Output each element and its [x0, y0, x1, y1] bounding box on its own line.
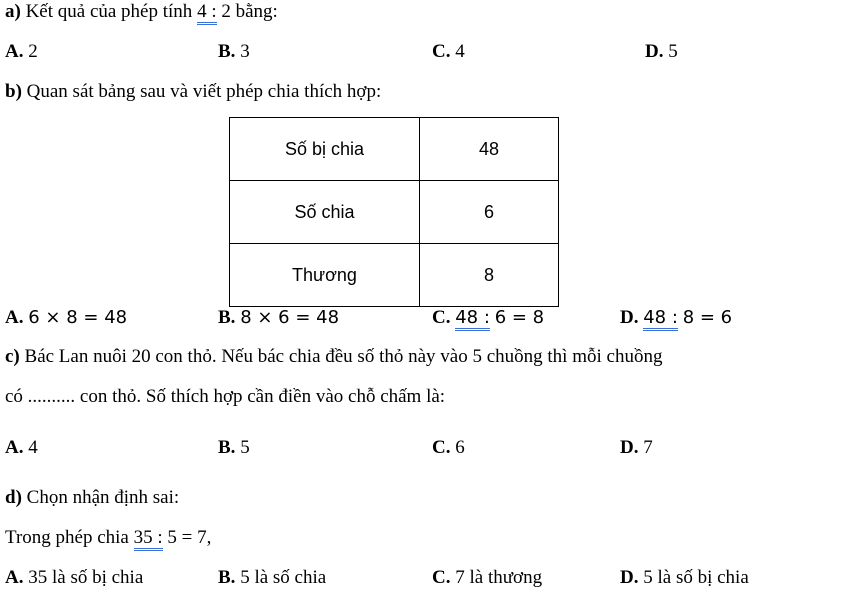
question-a-option-d[interactable]	[645, 41, 678, 63]
question-a-underlined-term	[197, 1, 217, 25]
table-row	[230, 118, 559, 181]
table-row	[230, 244, 559, 307]
question-a-text: Kết quả của phép tính	[25, 1, 193, 22]
question-b-option-b[interactable]	[218, 307, 339, 329]
question-a-option-a[interactable]	[5, 41, 38, 63]
option-letter: D.	[620, 437, 639, 458]
division-table	[229, 117, 559, 307]
question-d-text: Chọn nhận định sai:	[26, 487, 180, 508]
option-letter: B.	[218, 437, 236, 458]
option-value: 8 = 6	[682, 307, 733, 328]
option-letter: D.	[645, 41, 664, 62]
question-d-option-c[interactable]	[432, 567, 542, 589]
question-c-option-b[interactable]	[218, 437, 250, 459]
option-letter: A.	[5, 307, 24, 328]
option-value-underlined: 48 :	[455, 307, 490, 331]
question-c-option-c[interactable]	[432, 437, 465, 459]
question-d-option-a[interactable]	[5, 567, 143, 589]
option-value: 4	[455, 41, 465, 62]
option-value: 7	[643, 437, 653, 458]
question-d-option-d[interactable]	[620, 567, 749, 589]
question-b-label: b)	[5, 81, 22, 102]
question-b-prompt	[5, 81, 381, 103]
question-d-line2-after: 5 = 7,	[167, 527, 212, 548]
option-value: 6 × 8 = 48	[28, 307, 128, 328]
question-a-prompt	[5, 1, 278, 23]
table-cell-name: Thương	[230, 244, 420, 307]
option-value: 3	[240, 41, 250, 62]
option-letter: C.	[432, 567, 451, 588]
option-value-underlined: 48 :	[643, 307, 678, 331]
table-cell-value: 8	[419, 244, 558, 307]
question-a-option-b[interactable]	[218, 41, 250, 63]
question-a-rest: 2 bằng:	[221, 1, 278, 22]
question-a-option-c[interactable]	[432, 41, 465, 63]
option-value: 5 là số bị chia	[643, 567, 749, 588]
table-cell-value: 6	[419, 181, 558, 244]
option-value: 5	[240, 437, 250, 458]
question-c-option-a[interactable]	[5, 437, 38, 459]
option-value: 35 là số bị chia	[28, 567, 144, 588]
question-b-option-d[interactable]	[620, 307, 732, 329]
question-d-label: d)	[5, 487, 22, 508]
option-value: 7 là thương	[455, 567, 543, 588]
table-cell-name: Số bị chia	[230, 118, 420, 181]
option-letter: A.	[5, 41, 24, 62]
question-d-prompt	[5, 487, 179, 509]
option-letter: D.	[620, 307, 639, 328]
question-b-option-c[interactable]	[432, 307, 544, 329]
option-value: 8 × 6 = 48	[240, 307, 340, 328]
question-d-line2-before: Trong phép chia	[5, 527, 129, 548]
question-d-line2-underlined: 35 :	[134, 527, 163, 551]
question-b-text: Quan sát bảng sau và viết phép chia thích hợp:	[26, 81, 382, 102]
question-c-prompt	[5, 346, 662, 368]
option-value: 6	[455, 437, 465, 458]
question-d-option-b[interactable]	[218, 567, 326, 589]
option-value: 5	[668, 41, 678, 62]
option-letter: D.	[620, 567, 639, 588]
option-letter: B.	[218, 41, 236, 62]
option-letter: A.	[5, 567, 24, 588]
question-d-line2	[5, 527, 211, 549]
table-cell-name: Số chia	[230, 181, 420, 244]
question-c-option-d[interactable]	[620, 437, 653, 459]
question-c-label: c)	[5, 346, 20, 367]
question-a-dividend: 4	[197, 1, 207, 22]
question-c-line2: có .......... con thỏ. Số thích hợp cần điền vào chỗ chấm là:	[5, 386, 446, 407]
option-letter: C.	[432, 437, 451, 458]
option-value: 6 = 8	[494, 307, 545, 328]
question-a-label: a)	[5, 1, 21, 22]
option-letter: A.	[5, 437, 24, 458]
option-letter: C.	[432, 307, 451, 328]
option-value: 4	[28, 437, 38, 458]
option-letter: C.	[432, 41, 451, 62]
option-letter: B.	[218, 567, 236, 588]
table-row	[230, 181, 559, 244]
question-a-sign: :	[211, 1, 217, 22]
question-b-option-a[interactable]	[5, 307, 127, 329]
option-value: 2	[28, 41, 38, 62]
question-c-line1: Bác Lan nuôi 20 con thỏ. Nếu bác chia đều số thỏ này vào 5 chuồng thì mỗi chuồng	[24, 346, 663, 367]
table-cell-value: 48	[419, 118, 558, 181]
option-letter: B.	[218, 307, 236, 328]
option-value: 5 là số chia	[240, 567, 327, 588]
